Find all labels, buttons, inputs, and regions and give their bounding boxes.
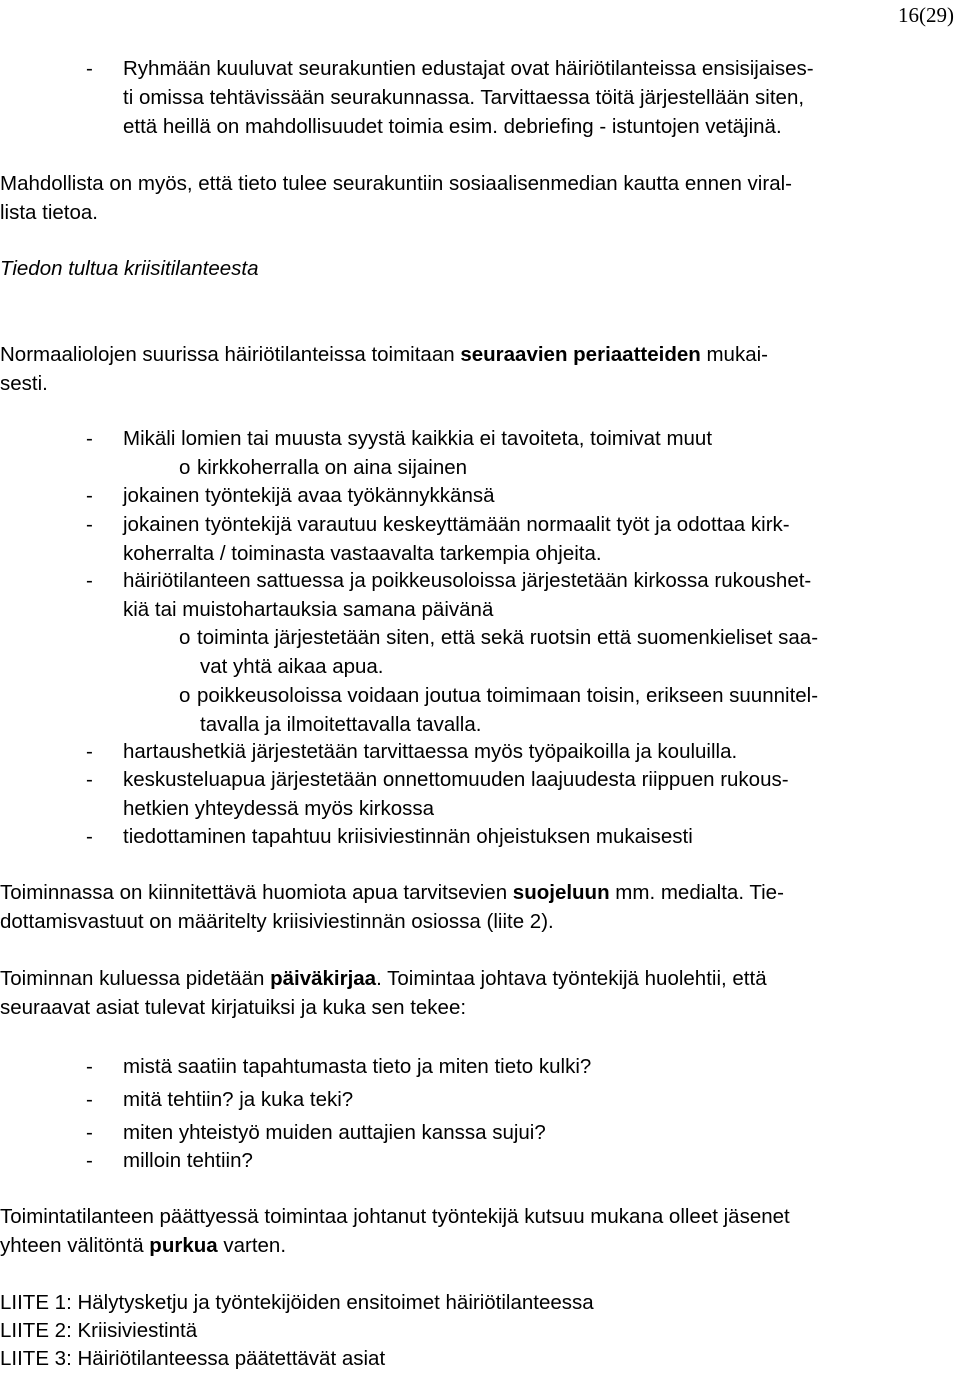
- list-item-text: Mikäli lomien tai muusta syystä kaikkia ei tavoiteta, toimivat muut: [123, 427, 713, 450]
- list-item-text: kirkkoherralla on aina sijainen: [197, 456, 468, 479]
- list-item-text: mistä saatiin tapahtumasta tieto ja miten tieto kulki?: [123, 1055, 592, 1078]
- bullet-marker: -: [86, 427, 93, 450]
- sub-bullet-marker: o: [179, 626, 191, 649]
- paragraph-debrief: [0, 1202, 956, 1260]
- text-run: Toiminnan kuluessa pidetään: [0, 967, 271, 990]
- bullet-marker: -: [86, 1055, 93, 1078]
- list-item-text: toiminta järjestetään siten, että sekä ruotsin että suomenkieliset saa-: [197, 626, 819, 649]
- paragraph-line: seuraavat asiat tulevat kirjatuiksi ja kuka sen tekee:: [0, 996, 467, 1019]
- sub-bullet-marker: o: [179, 684, 191, 707]
- bullet-marker: -: [86, 513, 93, 536]
- text-run: Toiminnassa on kiinnitettävä huomiota apua tarvitsevien: [0, 881, 513, 904]
- paragraph-diary: [0, 964, 956, 1022]
- list-item-text: hetkien yhteydessä myös kirkossa: [123, 797, 435, 820]
- list-item-text: keskusteluapua järjestetään onnettomuuden laajuudesta riippuen rukous-: [123, 768, 789, 791]
- attachment-item: LIITE 1: Hälytysketju ja työntekijöiden ensitoimet häiriötilanteessa: [0, 1291, 594, 1314]
- bullet-marker: -: [86, 1149, 93, 1172]
- section-heading: Tiedon tultua kriisitilanteesta: [0, 257, 259, 280]
- page-number: 16(29): [898, 3, 954, 27]
- list-item-text: tiedottaminen tapahtuu kriisiviestinnän ohjeistuksen mukaisesti: [123, 825, 693, 848]
- attachment-item: LIITE 2: Kriisiviestintä: [0, 1319, 198, 1342]
- intro-bullet-line-3: että heillä on mahdollisuudet toimia esim. debriefing - istuntojen vetäjinä.: [123, 115, 782, 138]
- list-item-text: mitä tehtiin? ja kuka teki?: [123, 1088, 354, 1111]
- attachment-item: LIITE 3: Häiriötilanteessa päätettävät asiat: [0, 1347, 386, 1370]
- paragraph-line: dottamisvastuut on määritelty kriisiviestinnän osiossa (liite 2).: [0, 910, 554, 933]
- paragraph-principles: [0, 340, 956, 398]
- bullet-marker: -: [86, 57, 93, 80]
- list-item-text: hartaushetkiä järjestetään tarvittaessa myös työpaikoilla ja kouluilla.: [123, 740, 738, 763]
- list-item-text: poikkeusoloissa voidaan joutua toimimaan toisin, erikseen suunnitel-: [197, 684, 819, 707]
- list-item-text: jokainen työntekijä varautuu keskeyttämään normaalit työt ja odottaa kirk-: [123, 513, 790, 536]
- list-item-text: tavalla ja ilmoitettavalla tavalla.: [200, 713, 482, 736]
- paragraph-protection: [0, 878, 956, 936]
- bullet-marker: -: [86, 768, 93, 791]
- list-item-text: häiriötilanteen sattuessa ja poikkeusoloissa järjestetään kirkossa rukoushet-: [123, 569, 812, 592]
- paragraph-line: lista tietoa.: [0, 201, 98, 224]
- text-run: Normaaliolojen suurissa häiriötilanteissa toimitaan: [0, 343, 461, 366]
- bold-text: päiväkirjaa: [270, 967, 377, 990]
- bold-text: seuraavien periaatteiden: [460, 343, 701, 366]
- list-item-text: miten yhteistyö muiden auttajien kanssa sujui?: [123, 1121, 546, 1144]
- text-run: yhteen välitöntä: [0, 1234, 150, 1257]
- bold-text: purkua: [149, 1234, 218, 1257]
- text-run: varten.: [217, 1234, 287, 1257]
- text-run: mm. medialta. Tie-: [609, 881, 784, 904]
- list-item-text: kiä tai muistohartauksia samana päivänä: [123, 598, 494, 621]
- bullet-marker: -: [86, 484, 93, 507]
- bullet-marker: -: [86, 1121, 93, 1144]
- bullet-marker: -: [86, 740, 93, 763]
- bullet-marker: -: [86, 1088, 93, 1111]
- bold-text: suojeluun: [512, 881, 610, 904]
- text-run: . Toimintaa johtava työntekijä huolehtii, että: [376, 967, 767, 990]
- sub-bullet-marker: o: [179, 456, 191, 479]
- intro-bullet-line-1: Ryhmään kuuluvat seurakuntien edustajat ovat häiriötilanteissa ensisijaises-: [123, 57, 814, 80]
- bullet-marker: -: [86, 569, 93, 592]
- paragraph-line: sesti.: [0, 372, 48, 395]
- intro-bullet-line-2: ti omissa tehtävissään seurakunnassa. Tarvittaessa töitä järjestellään siten,: [123, 86, 805, 109]
- list-item-text: jokainen työntekijä avaa työkännykkänsä: [123, 484, 495, 507]
- list-item-text: koherralta / toiminasta vastaavalta tarkempia ohjeita.: [123, 542, 602, 565]
- paragraph-line: Toimintatilanteen päättyessä toimintaa johtanut työntekijä kutsuu mukana olleet jäsenet: [0, 1205, 790, 1228]
- list-item-text: milloin tehtiin?: [123, 1149, 253, 1172]
- text-run: mukai-: [700, 343, 768, 366]
- list-item-text: vat yhtä aikaa apua.: [200, 655, 384, 678]
- paragraph-social-media: [0, 169, 956, 227]
- paragraph-line: Mahdollista on myös, että tieto tulee seurakuntiin sosiaalisenmedian kautta ennen viral-: [0, 172, 792, 195]
- bullet-marker: -: [86, 825, 93, 848]
